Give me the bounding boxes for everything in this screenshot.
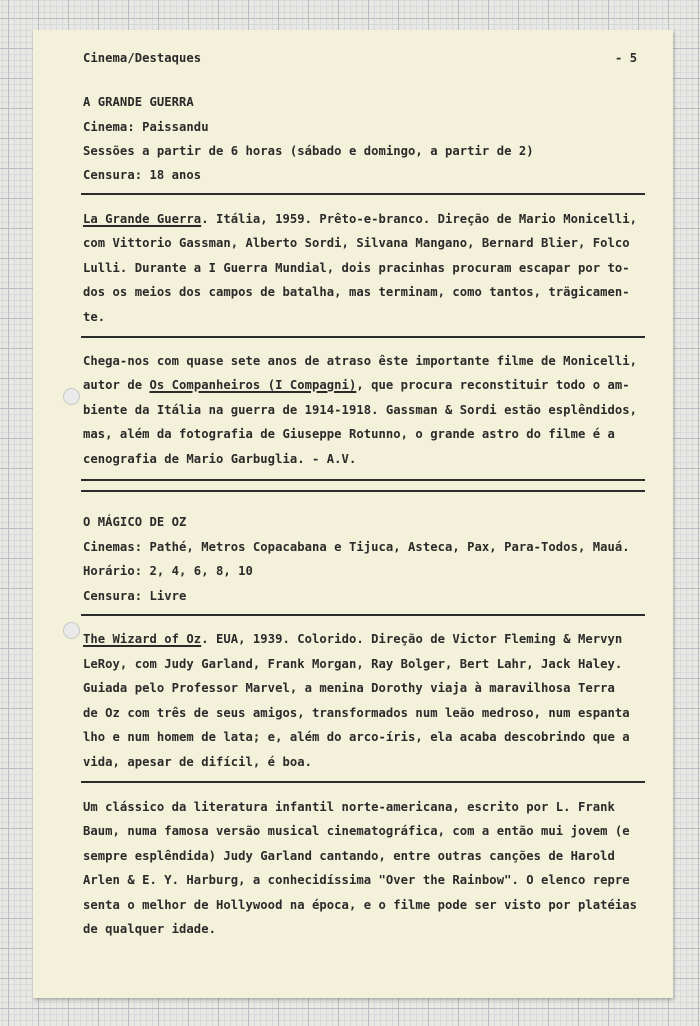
divider [81, 336, 645, 338]
film2-synopsis-line: de Oz com três de seus amigos, transformados num leão medroso, num espanta [83, 706, 630, 720]
film1-review-line: biente da Itália na guerra de 1914-1918. Gassman & Sordi estão esplêndidos, [83, 403, 638, 417]
film1-review-text: , que procura reconstituir todo o am- [356, 378, 630, 392]
film1-review-text: autor de [83, 378, 150, 392]
film2-synopsis-line: vida, apesar de difícil, é boa. [83, 755, 313, 769]
film1-referenced-title: Os Companheiros (I Compagni) [149, 378, 357, 392]
film2-synopsis-line: LeRoy, com Judy Garland, Frank Morgan, Ray Bolger, Bert Lahr, Jack Haley. [83, 657, 623, 671]
film1-synopsis-line: dos os meios dos campos de batalha, mas terminam, como tantos, trägicamen- [83, 285, 630, 299]
film1-synopsis-text: . Itália, 1959. Prêto-e-branco. Direção de Mario Monicelli, [201, 212, 638, 226]
film2-review-line: de qualquer idade. [83, 922, 216, 936]
punch-hole-bottom [63, 622, 80, 639]
film1-review-line: cenografia de Mario Garbuglia. - A.V. [83, 452, 357, 466]
film1-synopsis-line [83, 212, 637, 226]
film2-review-line: Um clássico da literatura infantil norte-americana, escrito por L. Frank [83, 800, 615, 814]
double-divider-top [81, 479, 645, 481]
film2-synopsis-line: lho e num homem de lata; e, além do arco-íris, ela acaba descobrindo que a [83, 730, 630, 744]
page-number: - 5 [615, 51, 638, 65]
double-divider-bottom [81, 490, 645, 492]
film1-censura: Censura: 18 anos [83, 168, 202, 182]
film2-review-line: Baum, numa famosa versão musical cinematográfica, com a então mui jovem (e [83, 824, 630, 838]
divider [81, 781, 645, 783]
film2-horario: Horário: 2, 4, 6, 8, 10 [83, 564, 253, 578]
film1-review-line: mas, além da fotografia de Giuseppe Rotunno, o grande astro do filme é a [83, 427, 615, 441]
film2-synopsis-text: . EUA, 1939. Colorido. Direção de Victor Fleming & Mervyn [201, 632, 623, 646]
film1-synopsis-line: Lulli. Durante a I Guerra Mundial, dois pracinhas procuram escapar por to- [83, 261, 630, 275]
section-header: Cinema/Destaques [83, 51, 202, 65]
film1-sessions: Sessões a partir de 6 horas (sábado e domingo, a partir de 2) [83, 144, 534, 158]
film1-synopsis-line: com Vittorio Gassman, Alberto Sordi, Silvana Mangano, Bernard Blier, Folco [83, 236, 630, 250]
film1-original-title: La Grande Guerra [83, 212, 202, 226]
typewritten-page [33, 30, 673, 998]
divider [81, 614, 645, 616]
film1-review-line [83, 378, 630, 392]
film2-title: O MÁGICO DE OZ [83, 515, 187, 529]
film2-cinemas: Cinemas: Pathé, Metros Copacabana e Tijuca, Asteca, Pax, Para-Todos, Mauá. [83, 540, 630, 554]
film2-synopsis-line: Guiada pelo Professor Marvel, a menina Dorothy viaja à maravilhosa Terra [83, 681, 615, 695]
divider [81, 193, 645, 195]
film1-synopsis-line: te. [83, 310, 106, 324]
film1-cinema: Cinema: Paissandu [83, 120, 209, 134]
film1-title: A GRANDE GUERRA [83, 95, 194, 109]
film2-review-line: sempre esplêndida) Judy Garland cantando, entre outras canções de Harold [83, 849, 615, 863]
film1-review-line: Chega-nos com quase sete anos de atraso êste importante filme de Monicelli, [83, 354, 638, 368]
punch-hole-top [63, 388, 80, 405]
film2-censura: Censura: Livre [83, 589, 187, 603]
film2-original-title: The Wizard of Oz [83, 632, 202, 646]
film2-review-line: Arlen & E. Y. Harburg, a conhecidíssima "Over the Rainbow". O elenco repre [83, 873, 630, 887]
film2-review-line: senta o melhor de Hollywood na época, e o filme pode ser visto por platéias [83, 898, 638, 912]
film2-synopsis-line [83, 632, 622, 646]
